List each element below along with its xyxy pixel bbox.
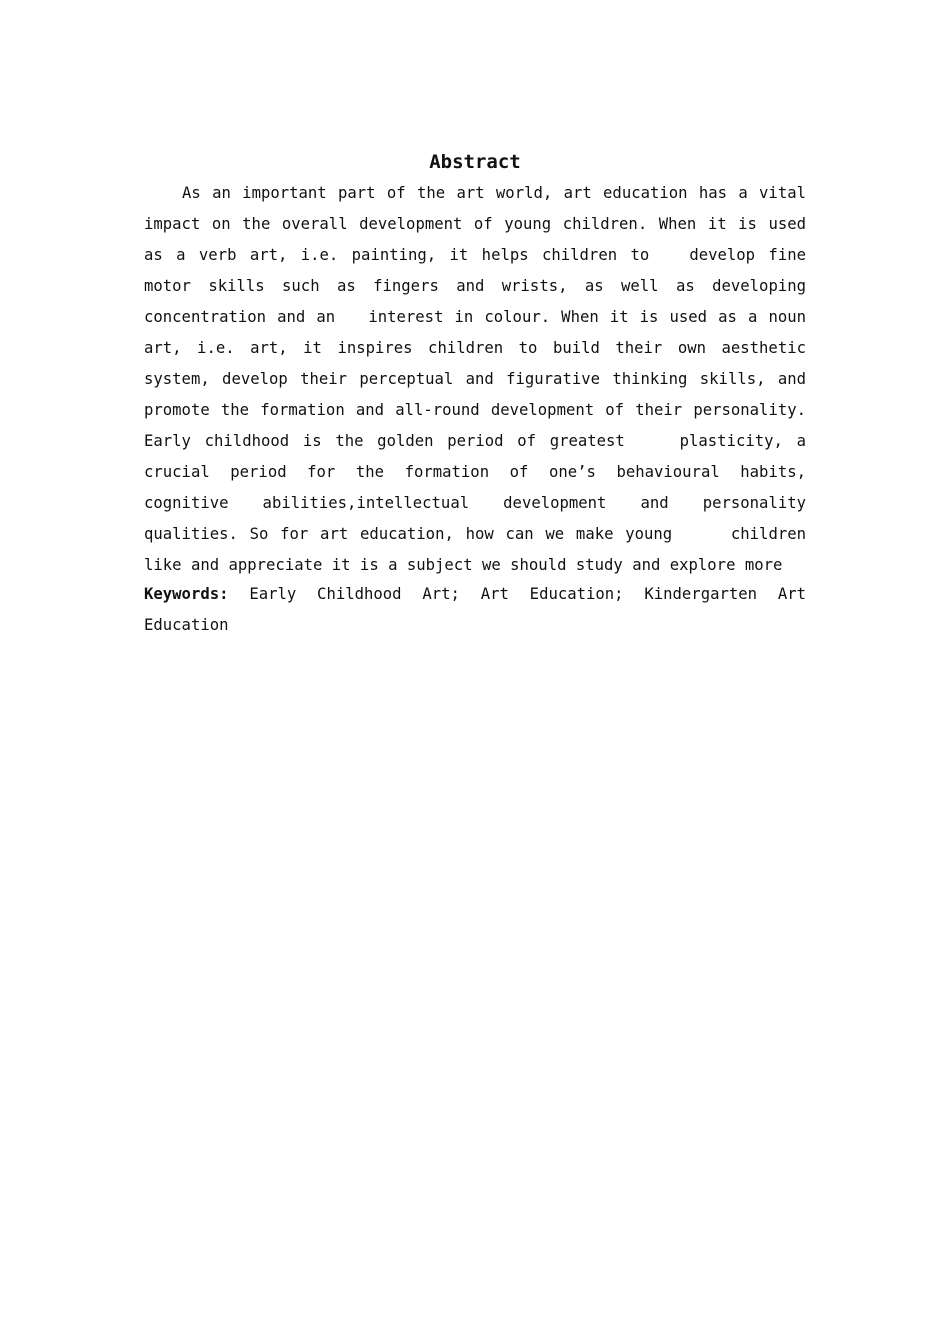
keywords-label: Keywords: [144,585,229,603]
keywords-line [144,579,806,641]
abstract-title: Abstract [429,151,521,173]
abstract-section [144,148,816,641]
keywords-text: Early Childhood Art; Art Education; Kindergarten Art Education [144,585,806,634]
abstract-body: As an important part of the art world, art education has a vital impact on the overall development of young children. When it is used as a verb art, i.e. painting, it helps children to develop fine motor skills such as fingers and wrists, as well as developing concentration and an interest in colour. When it is used as a noun art, i.e. art, it inspires children to build their own aesthetic system, develop their perceptual and figurative thinking skills, and promote the formation and all-round development of their personality. Early childhood is the golden period of greatest plasticity, a crucial period for the formation of one’s behavioural habits, cognitive abilities,intellectual development and personality qualities. So for art education, how can we make young children like and appreciate it is a subject we should study and explore more [144,184,816,574]
